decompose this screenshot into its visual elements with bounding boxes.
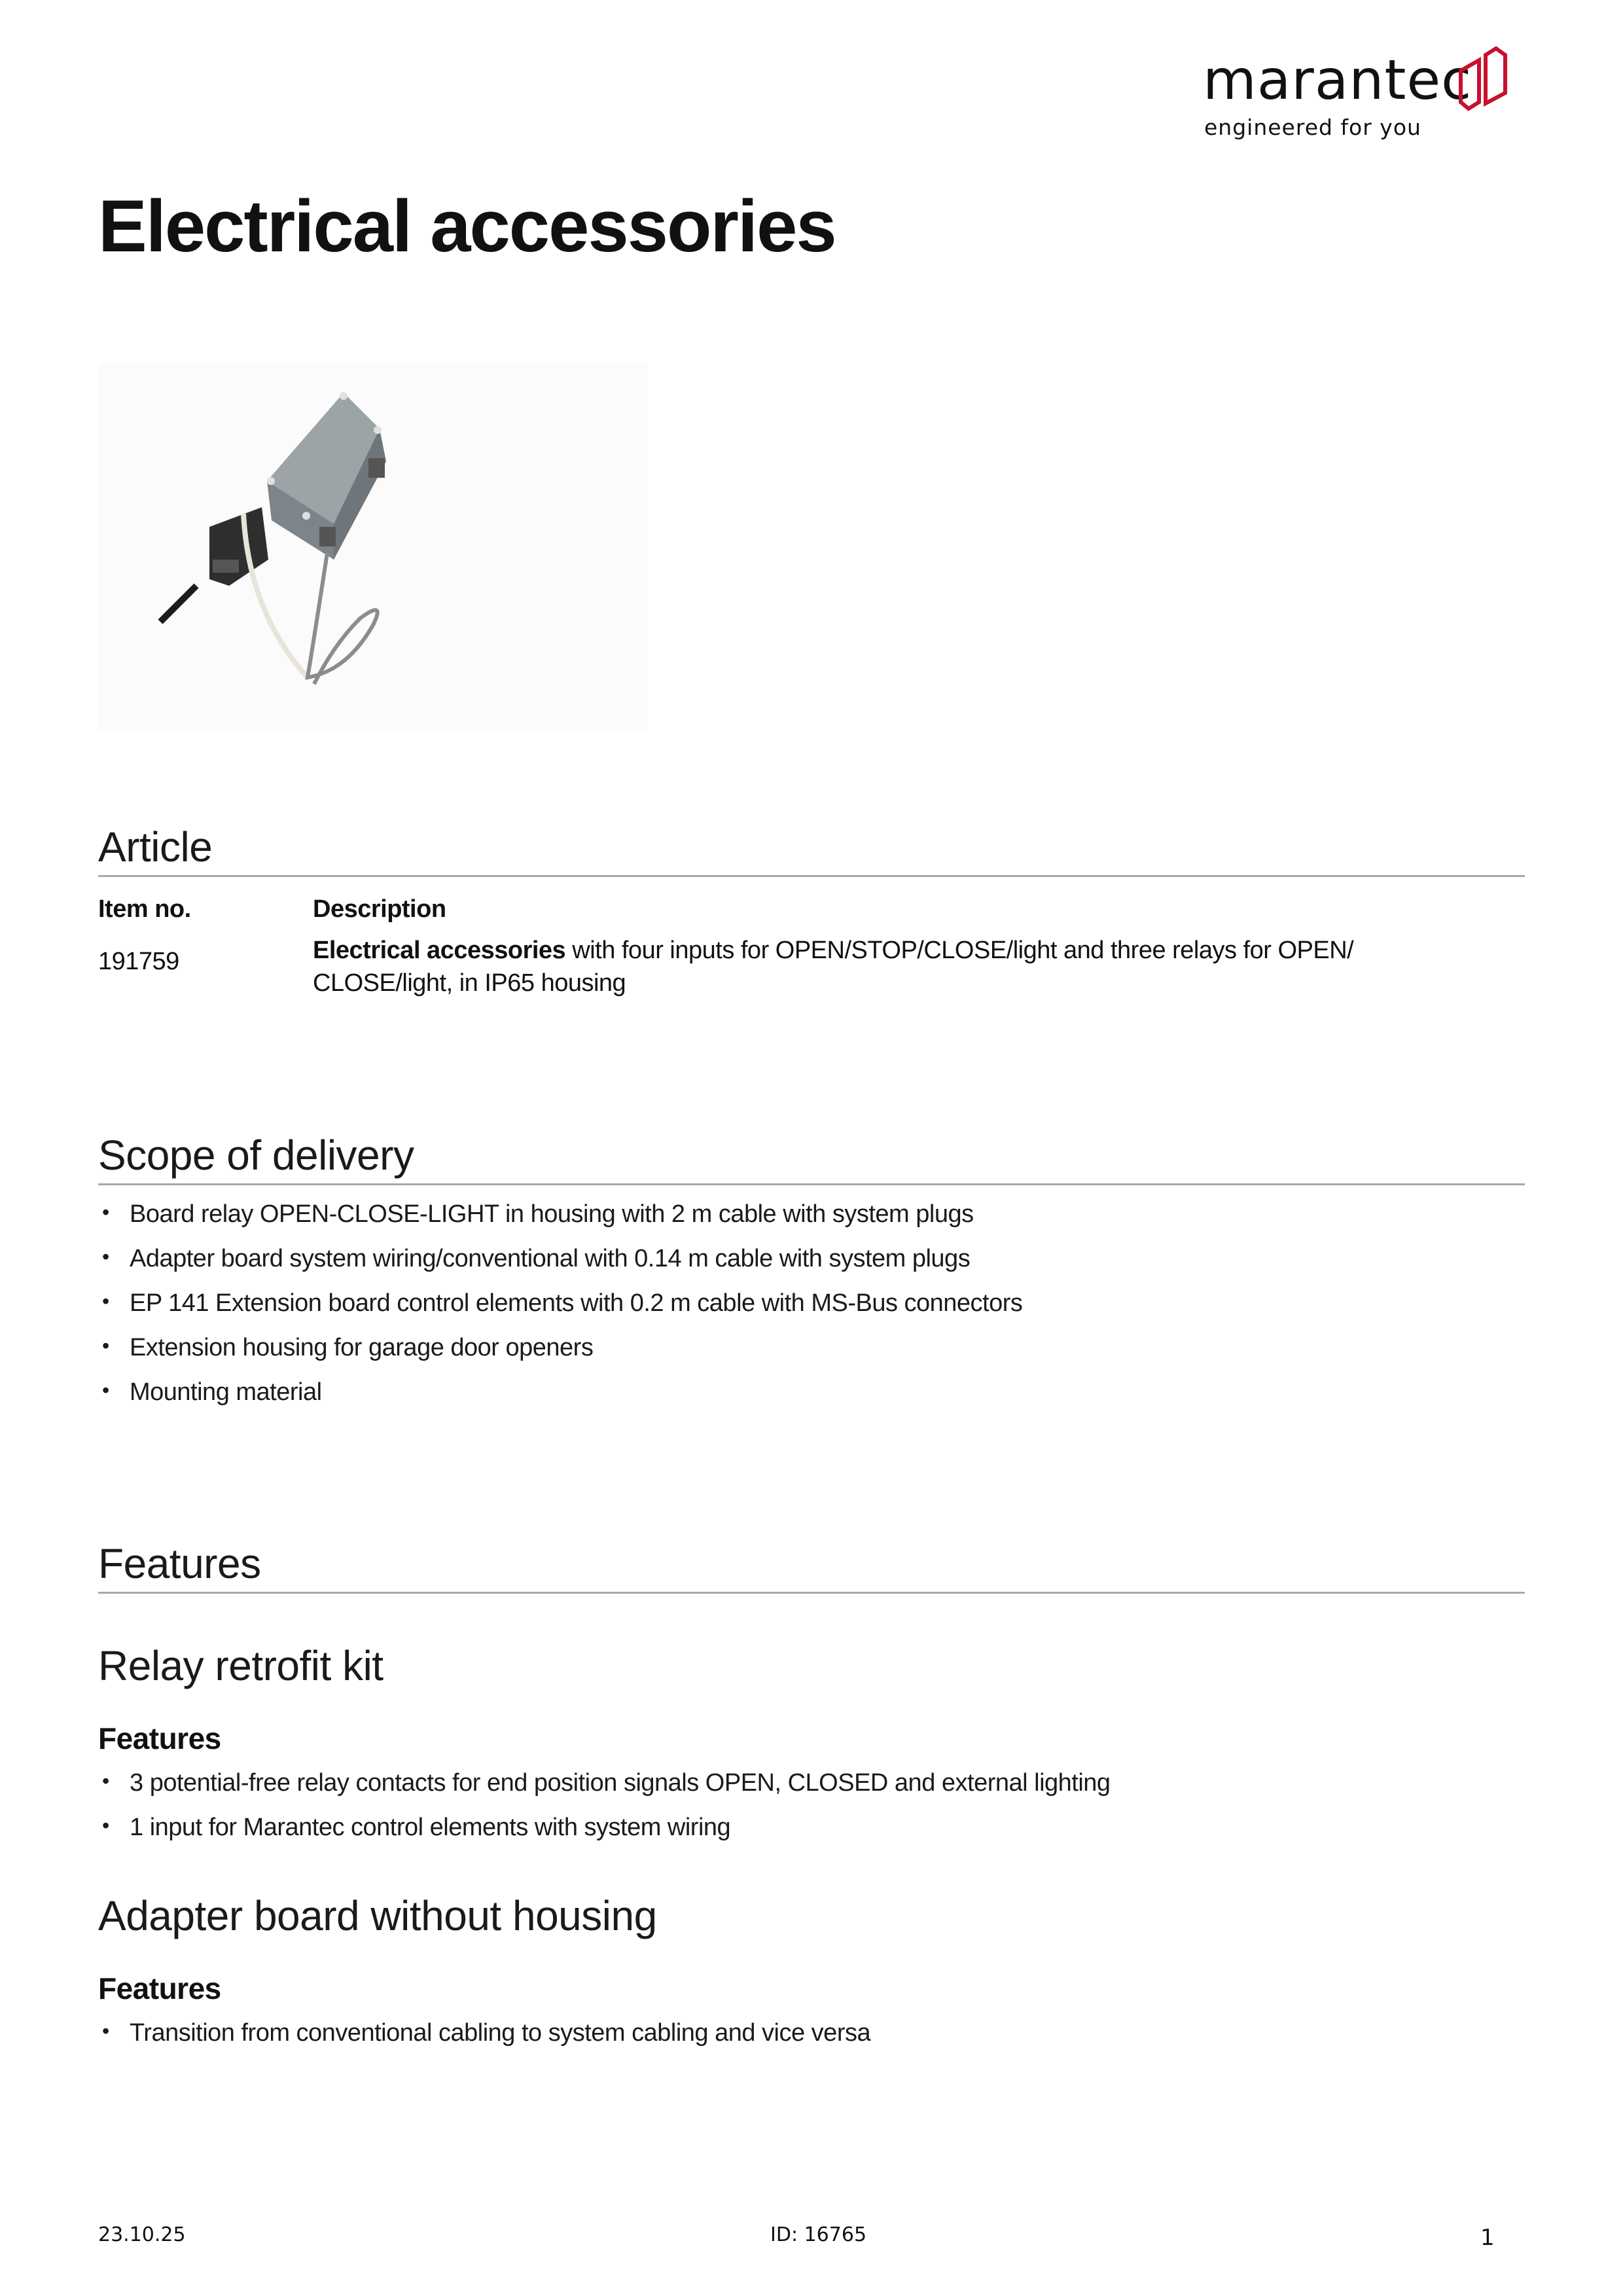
- list-item: • Extension housing for garage door openers: [98, 1335, 1022, 1359]
- article-description-rest: with four inputs for OPEN/STOP/CLOSE/light and three relays for OPEN/ CLOSE/light, in IP65 housing: [313, 937, 1354, 997]
- list-item: • Adapter board system wiring/conventional with 0.14 m cable with system plugs: [98, 1246, 1022, 1270]
- section-subheading: Features: [98, 1971, 221, 2005]
- footer-document-id: ID: 16765: [770, 2223, 867, 2246]
- column-header-item-no: Item no.: [98, 895, 191, 923]
- column-header-description: Description: [313, 895, 446, 923]
- footer-date: 23.10.25: [98, 2223, 186, 2246]
- footer-page-number: 1: [1480, 2225, 1495, 2251]
- list-item: • Mounting material: [98, 1380, 1022, 1403]
- article-item-no: 191759: [98, 948, 179, 975]
- features-divider: [98, 1592, 1525, 1594]
- list-item: • 1 input for Marantec control elements with system wiring: [98, 1815, 1111, 1839]
- article-divider: [98, 875, 1525, 877]
- list-item: • 3 potential-free relay contacts for end position signals OPEN, CLOSED and external lighting: [98, 1770, 1111, 1794]
- list-item: • EP 141 Extension board control elements with 0.2 m cable with MS-Bus connectors: [98, 1291, 1022, 1314]
- section-title-relay-retrofit-kit: Relay retrofit kit: [98, 1642, 383, 1689]
- marantec-logo-mark-icon: [1457, 46, 1509, 111]
- page-title: Electrical accessories: [98, 185, 836, 267]
- list-item: • Board relay OPEN-CLOSE-LIGHT in housing with 2 m cable with system plugs: [98, 1202, 1022, 1225]
- brand-logo: [1203, 46, 1510, 151]
- article-description: [313, 934, 1491, 999]
- list-item: • Transition from conventional cabling to system cabling and vice versa: [98, 2020, 870, 2044]
- scope-divider: [98, 1183, 1525, 1185]
- article-heading: Article: [98, 823, 213, 870]
- product-image: [98, 363, 648, 730]
- scope-heading: Scope of delivery: [98, 1132, 414, 1179]
- brand-tagline: engineered for you: [1204, 115, 1421, 140]
- article-description-bold: Electrical accessories: [313, 937, 566, 964]
- brand-name: marantec: [1203, 48, 1472, 112]
- relay-features-list: [98, 1770, 1111, 1859]
- section-subheading: Features: [98, 1721, 221, 1755]
- features-heading: Features: [98, 1540, 261, 1587]
- section-title-adapter-board: Adapter board without housing: [98, 1892, 657, 1939]
- adapter-features-list: [98, 2020, 870, 2065]
- scope-list: [98, 1202, 1022, 1424]
